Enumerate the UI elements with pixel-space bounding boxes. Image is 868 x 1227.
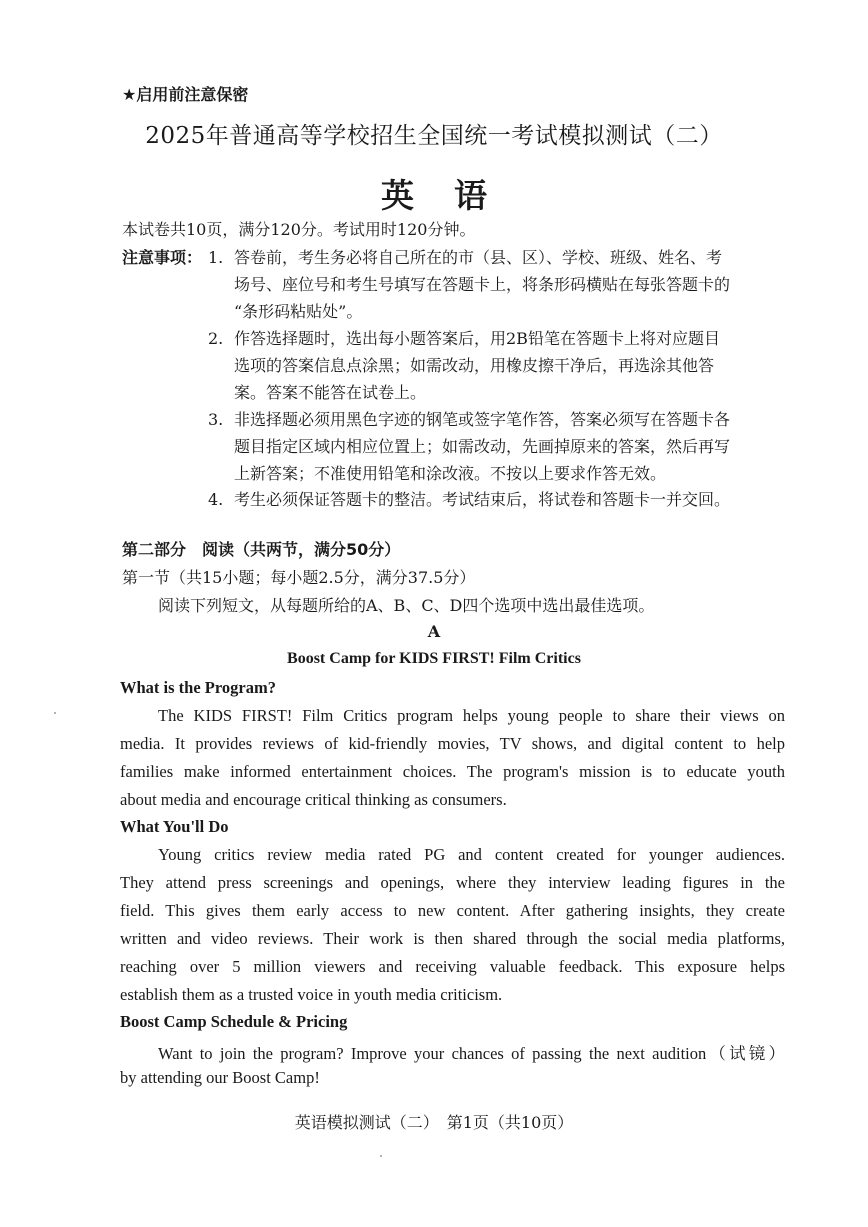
paragraph-line: They attend press screenings and openings, where they interview leading figures in the bbox=[120, 873, 785, 892]
paragraph-line: families make informed entertainment choices. The program's mission is to educate youth bbox=[120, 762, 785, 781]
paragraph-line: Young critics review media rated PG and content created for younger audiences. bbox=[158, 845, 785, 864]
passage-title: Boost Camp for KIDS FIRST! Film Critics bbox=[287, 650, 581, 667]
note-line: 非选择题必须用黑色字迹的钢笔或签字笔作答，答案必须写在答题卡各 bbox=[234, 410, 731, 429]
scan-speck bbox=[380, 1155, 382, 1157]
notes-label: 注意事项： bbox=[122, 248, 203, 267]
section-heading-schedule: Boost Camp Schedule & Pricing bbox=[120, 1012, 348, 1031]
note-number: 1. bbox=[208, 248, 224, 267]
note-line: 场号、座位号和考生号填写在答题卡上，将条形码横贴在每张答题卡的 bbox=[234, 275, 731, 294]
paragraph-line: written and video reviews. Their work is then shared through the social media platforms, bbox=[120, 929, 785, 948]
part-heading: 第二部分 阅读（共两节，满分50分） bbox=[122, 540, 401, 559]
note-number: 3. bbox=[208, 410, 224, 429]
note-line: 案。答案不能答在试卷上。 bbox=[234, 383, 427, 402]
note-line: 题目指定区域内相应位置上；如需改动，先画掉原来的答案，然后再写 bbox=[234, 437, 731, 456]
passage-letter: A bbox=[427, 622, 441, 641]
note-line: 作答选择题时，选出每小题答案后，用2B铅笔在答题卡上将对应题目 bbox=[234, 329, 720, 348]
paper-info: 本试卷共10页，满分120分。考试用时120分钟。 bbox=[122, 220, 476, 239]
scan-speck bbox=[54, 712, 56, 714]
note-line: 考生必须保证答题卡的整洁。考试结束后，将试卷和答题卡一并交回。 bbox=[234, 490, 731, 509]
exam-title: 2025年普通高等学校招生全国统一考试模拟测试（二） bbox=[145, 123, 723, 149]
paragraph-line: reaching over 5 million viewers and receiving valuable feedback. This exposure helps bbox=[120, 957, 785, 976]
paragraph-line: establish them as a trusted voice in youth media criticism. bbox=[120, 985, 503, 1004]
note-line: 答卷前，考生务必将自己所在的市（县、区）、学校、班级、姓名、考 bbox=[234, 248, 723, 267]
note-number: 2. bbox=[208, 329, 224, 348]
paragraph-line: about media and encourage critical thinking as consumers. bbox=[120, 790, 507, 809]
paragraph-line: by attending our Boost Camp! bbox=[120, 1068, 320, 1087]
paragraph-line: The KIDS FIRST! Film Critics program helps young people to share their views on bbox=[158, 706, 785, 725]
section-heading: 第一节（共15小题；每小题2.5分，满分37.5分） bbox=[122, 568, 476, 587]
section-heading-what-youll-do: What You'll Do bbox=[120, 817, 229, 836]
reading-instruction: 阅读下列短文，从每题所给的A、B、C、D四个选项中选出最佳选项。 bbox=[158, 596, 655, 615]
paragraph-line: media. It provides reviews of kid-friendly movies, TV shows, and digital content to help bbox=[120, 734, 785, 753]
confidential-notice: ★启用前注意保密 bbox=[122, 85, 249, 104]
note-line: 上新答案；不准使用铅笔和涂改液。不按以上要求作答无效。 bbox=[234, 464, 667, 483]
note-number: 4. bbox=[208, 490, 224, 509]
subject-title: 英语 bbox=[381, 176, 527, 215]
note-line: 选项的答案信息点涂黑；如需改动，用橡皮擦干净后，再选涂其他答 bbox=[234, 356, 715, 375]
note-line: “条形码粘贴处”。 bbox=[234, 302, 363, 321]
paragraph-line: field. This gives them early access to new content. After gathering insights, they create bbox=[120, 901, 785, 920]
section-heading-program: What is the Program? bbox=[120, 678, 276, 697]
paragraph-line: Want to join the program? Improve your chances of passing the next audition（试镜） bbox=[158, 1044, 785, 1063]
page-footer: 英语模拟测试（二） 第1页（共10页） bbox=[294, 1113, 574, 1132]
